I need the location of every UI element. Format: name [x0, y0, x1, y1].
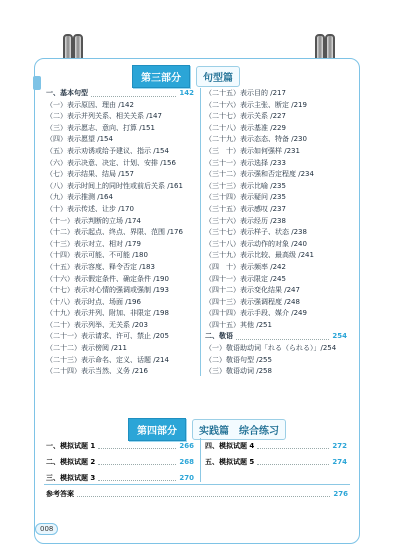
tests-left	[46, 438, 194, 486]
toc-item: （三十九）表示比较、最高级 /241	[205, 251, 314, 260]
toc-item: （十四）表示可能、不可能 /180	[46, 251, 148, 260]
test-label: 五、模拟试题 5	[205, 458, 255, 466]
test-item	[205, 438, 347, 454]
part3-subtitle: 句型篇	[196, 66, 240, 87]
toc-item: （三）表示愿志、意向、打算 /151	[46, 123, 155, 132]
toc-item: （十二）表示起点、终点、界限、范围 /176	[46, 228, 183, 237]
answers-label: 参考答案	[46, 490, 74, 498]
toc-item: （三十五）表示感叹 /237	[205, 204, 286, 213]
toc-heading-label: 一、基本句型	[46, 89, 88, 97]
toc-item: （二十七）表示关系 /227	[205, 112, 286, 121]
toc-item: （三十七）表示样子、状态 /238	[205, 228, 307, 237]
toc-item: （二十一）表示请求、许可、禁止 /205	[46, 332, 169, 341]
toc-item: （十八）表示时点、场面 /196	[46, 297, 141, 306]
answers-row	[46, 486, 348, 502]
toc-item: （三十一）表示选择 /233	[205, 158, 286, 167]
toc-item: （十六）表示假定条件、确定条件 /190	[46, 274, 169, 283]
toc-item: （四十一）表示限定 /245	[205, 274, 286, 283]
test-page: 268	[179, 458, 194, 466]
toc-item: （四 十）表示频率 /242	[205, 262, 286, 271]
part3-label: 第三部分	[132, 65, 190, 88]
toc-item: （三十四）表示疑问 /235	[205, 193, 286, 202]
test-label: 三、模拟试题 3	[46, 474, 96, 482]
toc-heading-page: 254	[332, 332, 347, 341]
toc-item: （二十八）表示基准 /229	[205, 123, 286, 132]
toc-item: （二十九）表示态态、特备 /230	[205, 135, 307, 144]
section-divider	[44, 484, 350, 485]
test-label: 四、模拟试题 4	[205, 442, 255, 450]
toc-item: （六）表示决意、决定、计划、安排 /156	[46, 158, 176, 167]
toc-item: （三十六）表示经历 /238	[205, 216, 286, 225]
part4-subtitle: 实践篇 综合练习	[192, 419, 286, 440]
toc-item: （二十四）表示当然、义务 /216	[46, 367, 148, 376]
test-page: 274	[332, 458, 347, 466]
page-number: 008	[35, 523, 58, 535]
toc-item: （九）表示推测 /164	[46, 193, 113, 202]
toc-item: （二十）表示列举、无关系 /203	[46, 320, 148, 329]
toc-item: （一）表示原因、理由 /142	[46, 100, 134, 109]
toc-item: （三十二）表示强和否定程度 /234	[205, 170, 314, 179]
toc-item: （十九）表示并列、附加、非限定 /198	[46, 309, 169, 318]
toc-item: （三）敬语动词 /258	[205, 367, 272, 376]
test-page: 272	[332, 442, 347, 450]
column-divider	[200, 438, 201, 482]
toc-item: （七）表示结果、结局 /157	[46, 170, 134, 179]
page-tab	[33, 76, 41, 90]
test-label: 一、模拟试题 1	[46, 442, 96, 450]
toc-item: （三十八）表示动作的对象 /240	[205, 239, 307, 248]
toc-item: （二）敬语句型 /255	[205, 355, 272, 364]
toc-item: （四十五）其他 /251	[205, 320, 272, 329]
toc-item: （十三）表示对立、相对 /179	[46, 239, 141, 248]
toc-item: （二）表示并列关系、相关关系 /147	[46, 112, 162, 121]
answers-item	[46, 486, 348, 502]
toc-item: （二十二）表示傍阅 /211	[46, 344, 127, 353]
toc-heading	[205, 331, 347, 343]
test-label: 二、模拟试题 2	[46, 458, 96, 466]
toc-heading-label: 二、敬语	[205, 332, 233, 341]
toc-item: （三 十）表示如何强样 /231	[205, 146, 300, 155]
test-item	[46, 454, 194, 470]
toc-item: （十五）表示容度、释令否定 /183	[46, 262, 155, 271]
toc-item: （四十四）表示手段、媒介 /249	[205, 309, 307, 318]
toc-item: （十）表示传述、让步 /170	[46, 204, 134, 213]
test-item	[205, 454, 347, 470]
toc-left-column	[46, 88, 194, 378]
toc-item: （二十三）表示命名、定义、话题 /214	[46, 355, 169, 364]
toc-heading-page: 142	[179, 89, 194, 97]
toc-item: （八）表示时间上的同时性或前后关系 /161	[46, 181, 183, 190]
answers-page: 276	[333, 490, 348, 498]
part3-header	[132, 65, 240, 88]
column-divider	[200, 88, 201, 376]
toc-right-column	[205, 88, 347, 378]
toc-item: （五）表示劝诱或给予建议、指示 /154	[46, 146, 169, 155]
toc-heading	[46, 88, 194, 100]
toc-item: （十七）表示对心情的强调或强制 /193	[46, 286, 169, 295]
toc-item: （十一）表示判断的立场 /174	[46, 216, 141, 225]
test-page: 266	[179, 442, 194, 450]
toc-item: （三十三）表示比喻 /235	[205, 181, 286, 190]
tests-right	[205, 438, 347, 470]
toc-item: （二十五）表示目的 /217	[205, 89, 286, 97]
toc-item: （四）表示愿望 /154	[46, 135, 113, 144]
test-page: 270	[179, 474, 194, 482]
toc-item: （四十三）表示强调程度 /248	[205, 297, 300, 306]
toc-item: （四十二）表示变化结果 /247	[205, 286, 300, 295]
test-item	[46, 438, 194, 454]
toc-item: （一）敬语助动词「れる（られる）」/254	[205, 344, 337, 353]
part4-label: 第四部分	[128, 418, 186, 441]
toc-item: （二十六）表示主张、断定 /219	[205, 100, 307, 109]
